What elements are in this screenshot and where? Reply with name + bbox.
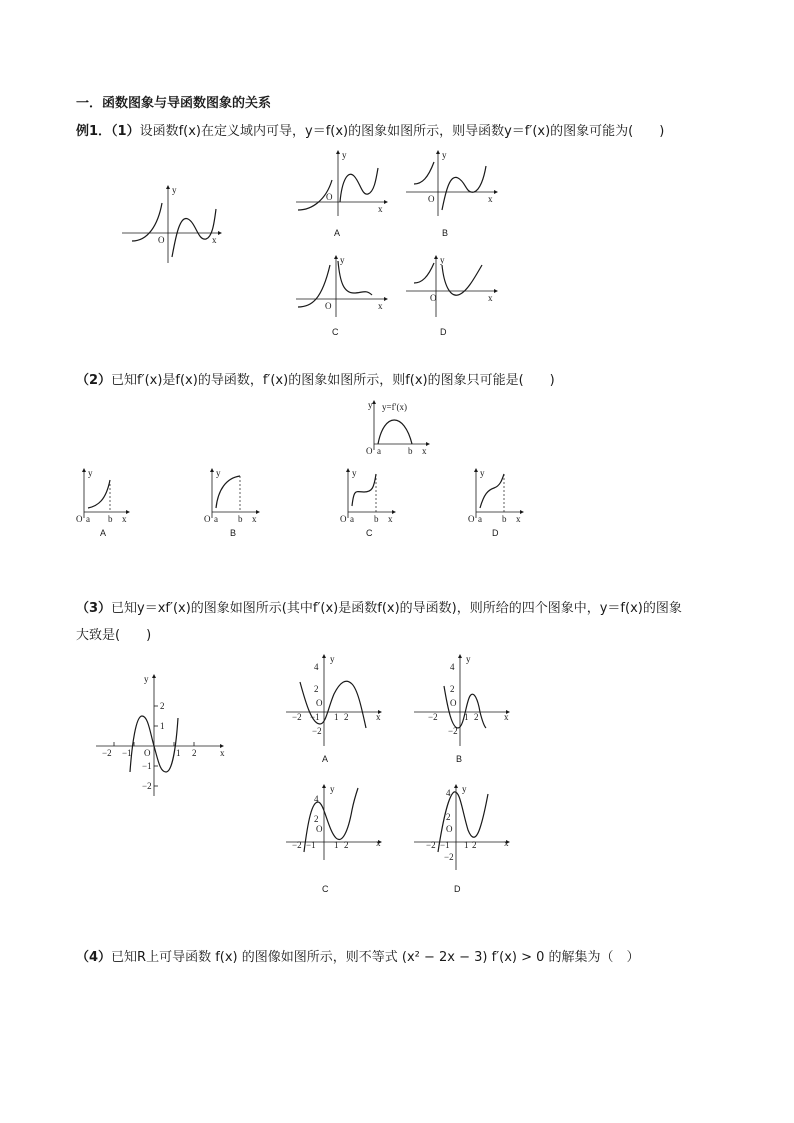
- tick-label: −1: [310, 712, 320, 722]
- y-label: y: [440, 255, 445, 265]
- b-label: b: [374, 514, 379, 524]
- y-label: y: [368, 400, 373, 410]
- origin-label: O: [144, 748, 151, 758]
- q2-option-d[interactable]: [468, 466, 530, 540]
- tick-label: 2: [474, 712, 479, 722]
- y-label: y: [480, 468, 485, 478]
- y-label: y: [462, 784, 467, 794]
- curve: [338, 261, 372, 295]
- q3-text-line1: 已知y＝xf′(x)的图象如图所示(其中f′(x)是函数f(x)的导函数)，则所给的四个图象中，y＝f(x)的图象: [111, 601, 682, 616]
- a-label: a: [86, 514, 90, 524]
- option-label: D: [492, 528, 499, 538]
- tick-label: 1: [160, 721, 165, 731]
- tick-label: 2: [160, 701, 165, 711]
- option-label: B: [442, 228, 449, 238]
- x-label: x: [516, 514, 521, 524]
- y-label: y: [442, 150, 447, 160]
- tick-label: 4: [314, 662, 319, 672]
- q2-main-graph: [362, 398, 434, 458]
- y-label: y: [330, 784, 335, 794]
- x-label: x: [504, 712, 509, 722]
- tick-label: −1: [142, 761, 152, 771]
- x-label: x: [378, 301, 383, 311]
- origin-label: O: [450, 698, 457, 708]
- tick-label: −2: [312, 726, 322, 736]
- q3-option-a[interactable]: [282, 650, 392, 768]
- b-label: b: [408, 446, 413, 456]
- curve: [352, 474, 376, 506]
- origin-label: O: [340, 514, 347, 524]
- option-label: D: [440, 327, 447, 337]
- tick-label: 2: [344, 712, 349, 722]
- q3-number: （3）: [76, 601, 112, 616]
- curve: [480, 474, 504, 508]
- y-label: y: [466, 654, 471, 664]
- y-label: y: [144, 674, 149, 684]
- x-label: x: [376, 712, 381, 722]
- x-label: x: [376, 838, 381, 848]
- x-label: x: [220, 748, 225, 758]
- tick-label: −2: [102, 748, 112, 758]
- tick-label: 2: [192, 748, 197, 758]
- q1-option-a[interactable]: [292, 150, 392, 240]
- a-label: a: [350, 514, 354, 524]
- x-label: x: [504, 838, 509, 848]
- q1-option-b[interactable]: [402, 150, 502, 240]
- x-label: x: [388, 514, 393, 524]
- curve: [414, 263, 434, 283]
- y-label: y: [172, 185, 177, 195]
- option-label: C: [366, 528, 373, 538]
- curve: [442, 166, 486, 210]
- origin-label: O: [366, 446, 373, 456]
- tick-label: −1: [122, 748, 132, 758]
- y-label: y: [88, 468, 93, 478]
- curve: [378, 420, 412, 444]
- question-1: [76, 124, 664, 140]
- option-label: A: [334, 228, 341, 238]
- origin-label: O: [430, 293, 437, 303]
- a-label: a: [377, 446, 381, 456]
- tick-label: 1: [334, 712, 339, 722]
- q2-option-a[interactable]: [76, 466, 136, 540]
- x-label: x: [488, 194, 493, 204]
- tick-label: −2: [444, 852, 454, 862]
- option-label: B: [230, 528, 237, 538]
- question-3-line1: [76, 601, 682, 617]
- origin-label: O: [204, 514, 211, 524]
- q4-number: （4）: [76, 950, 112, 965]
- tick-label: 2: [314, 814, 319, 824]
- option-label: C: [332, 327, 339, 337]
- option-label: A: [322, 754, 329, 764]
- curve: [414, 162, 434, 184]
- option-label: A: [100, 528, 107, 538]
- x-label: x: [122, 514, 127, 524]
- tick-label: 2: [446, 812, 451, 822]
- question-4: [76, 950, 640, 966]
- tick-label: −1: [306, 840, 316, 850]
- tick-label: 2: [472, 840, 477, 850]
- tick-label: −1: [440, 840, 450, 850]
- y-label: y: [342, 150, 347, 160]
- curve: [216, 476, 240, 508]
- x-label: x: [378, 204, 383, 214]
- tick-label: −2: [292, 712, 302, 722]
- tick-label: 1: [334, 840, 339, 850]
- example-label: 例1．: [76, 124, 112, 139]
- option-label: C: [322, 884, 329, 894]
- origin-label: O: [446, 824, 453, 834]
- q3-option-b[interactable]: [410, 650, 520, 768]
- q2-option-c[interactable]: [340, 466, 402, 540]
- origin-label: O: [325, 301, 332, 311]
- a-label: a: [214, 514, 218, 524]
- q3-option-d[interactable]: [410, 780, 520, 898]
- origin-label: O: [326, 192, 333, 202]
- y-label: y: [340, 255, 345, 265]
- question-2: [76, 373, 555, 389]
- q4-text: 已知R上可导函数 f(x) 的图像如图所示，则不等式 (x² − 2x − 3) f′(x) > 0 的解集为（ ）: [111, 950, 640, 965]
- option-label: B: [456, 754, 463, 764]
- b-label: b: [238, 514, 243, 524]
- q1-number: （1）: [111, 124, 140, 139]
- q3-main-graph: [92, 668, 232, 798]
- tick-label: −2: [448, 726, 458, 736]
- tick-label: 2: [344, 840, 349, 850]
- tick-label: 1: [176, 748, 181, 758]
- tick-label: 2: [450, 684, 455, 694]
- q1-option-d[interactable]: [402, 255, 502, 340]
- y-label: y: [352, 468, 357, 478]
- fprime-label: y=f′(x): [382, 402, 408, 412]
- tick-label: −2: [428, 712, 438, 722]
- tick-label: −2: [142, 781, 152, 791]
- tick-label: 2: [314, 684, 319, 694]
- origin-label: O: [468, 514, 475, 524]
- tick-label: 4: [446, 788, 451, 798]
- b-label: b: [108, 514, 113, 524]
- section-title: 一．函数图象与导函数图象的关系: [76, 96, 272, 111]
- curve: [88, 480, 110, 508]
- x-label: x: [212, 235, 217, 245]
- q1-text: 设函数f(x)在定义域内可导，y＝f(x)的图象如图所示，则导函数y＝f′(x)的图象可能为( ): [139, 124, 665, 139]
- tick-label: 4: [314, 794, 319, 804]
- y-label: y: [216, 468, 221, 478]
- x-label: x: [488, 293, 493, 303]
- tick-label: −2: [292, 840, 302, 850]
- tick-label: 4: [450, 662, 455, 672]
- origin-label: O: [158, 235, 165, 245]
- q1-option-c[interactable]: [292, 255, 392, 340]
- q2-option-b[interactable]: [204, 466, 266, 540]
- question-3-line2: 大致是( ): [76, 628, 152, 643]
- y-label: y: [330, 654, 335, 664]
- tick-label: −2: [426, 840, 436, 850]
- q2-number: （2）: [76, 373, 112, 388]
- q3-option-c[interactable]: [282, 780, 392, 898]
- a-label: a: [478, 514, 482, 524]
- origin-label: O: [316, 698, 323, 708]
- tick-label: 1: [464, 712, 469, 722]
- q2-text: 已知f′(x)是f(x)的导函数，f′(x)的图象如图所示，则f(x)的图象只可能是( ): [111, 373, 555, 388]
- origin-label: O: [316, 824, 323, 834]
- curve: [340, 168, 378, 202]
- x-label: x: [422, 446, 427, 456]
- tick-label: 1: [464, 840, 469, 850]
- option-label: D: [454, 884, 461, 894]
- origin-label: O: [428, 194, 435, 204]
- q1-main-graph: [118, 185, 228, 265]
- x-label: x: [252, 514, 257, 524]
- origin-label: O: [76, 514, 83, 524]
- b-label: b: [502, 514, 507, 524]
